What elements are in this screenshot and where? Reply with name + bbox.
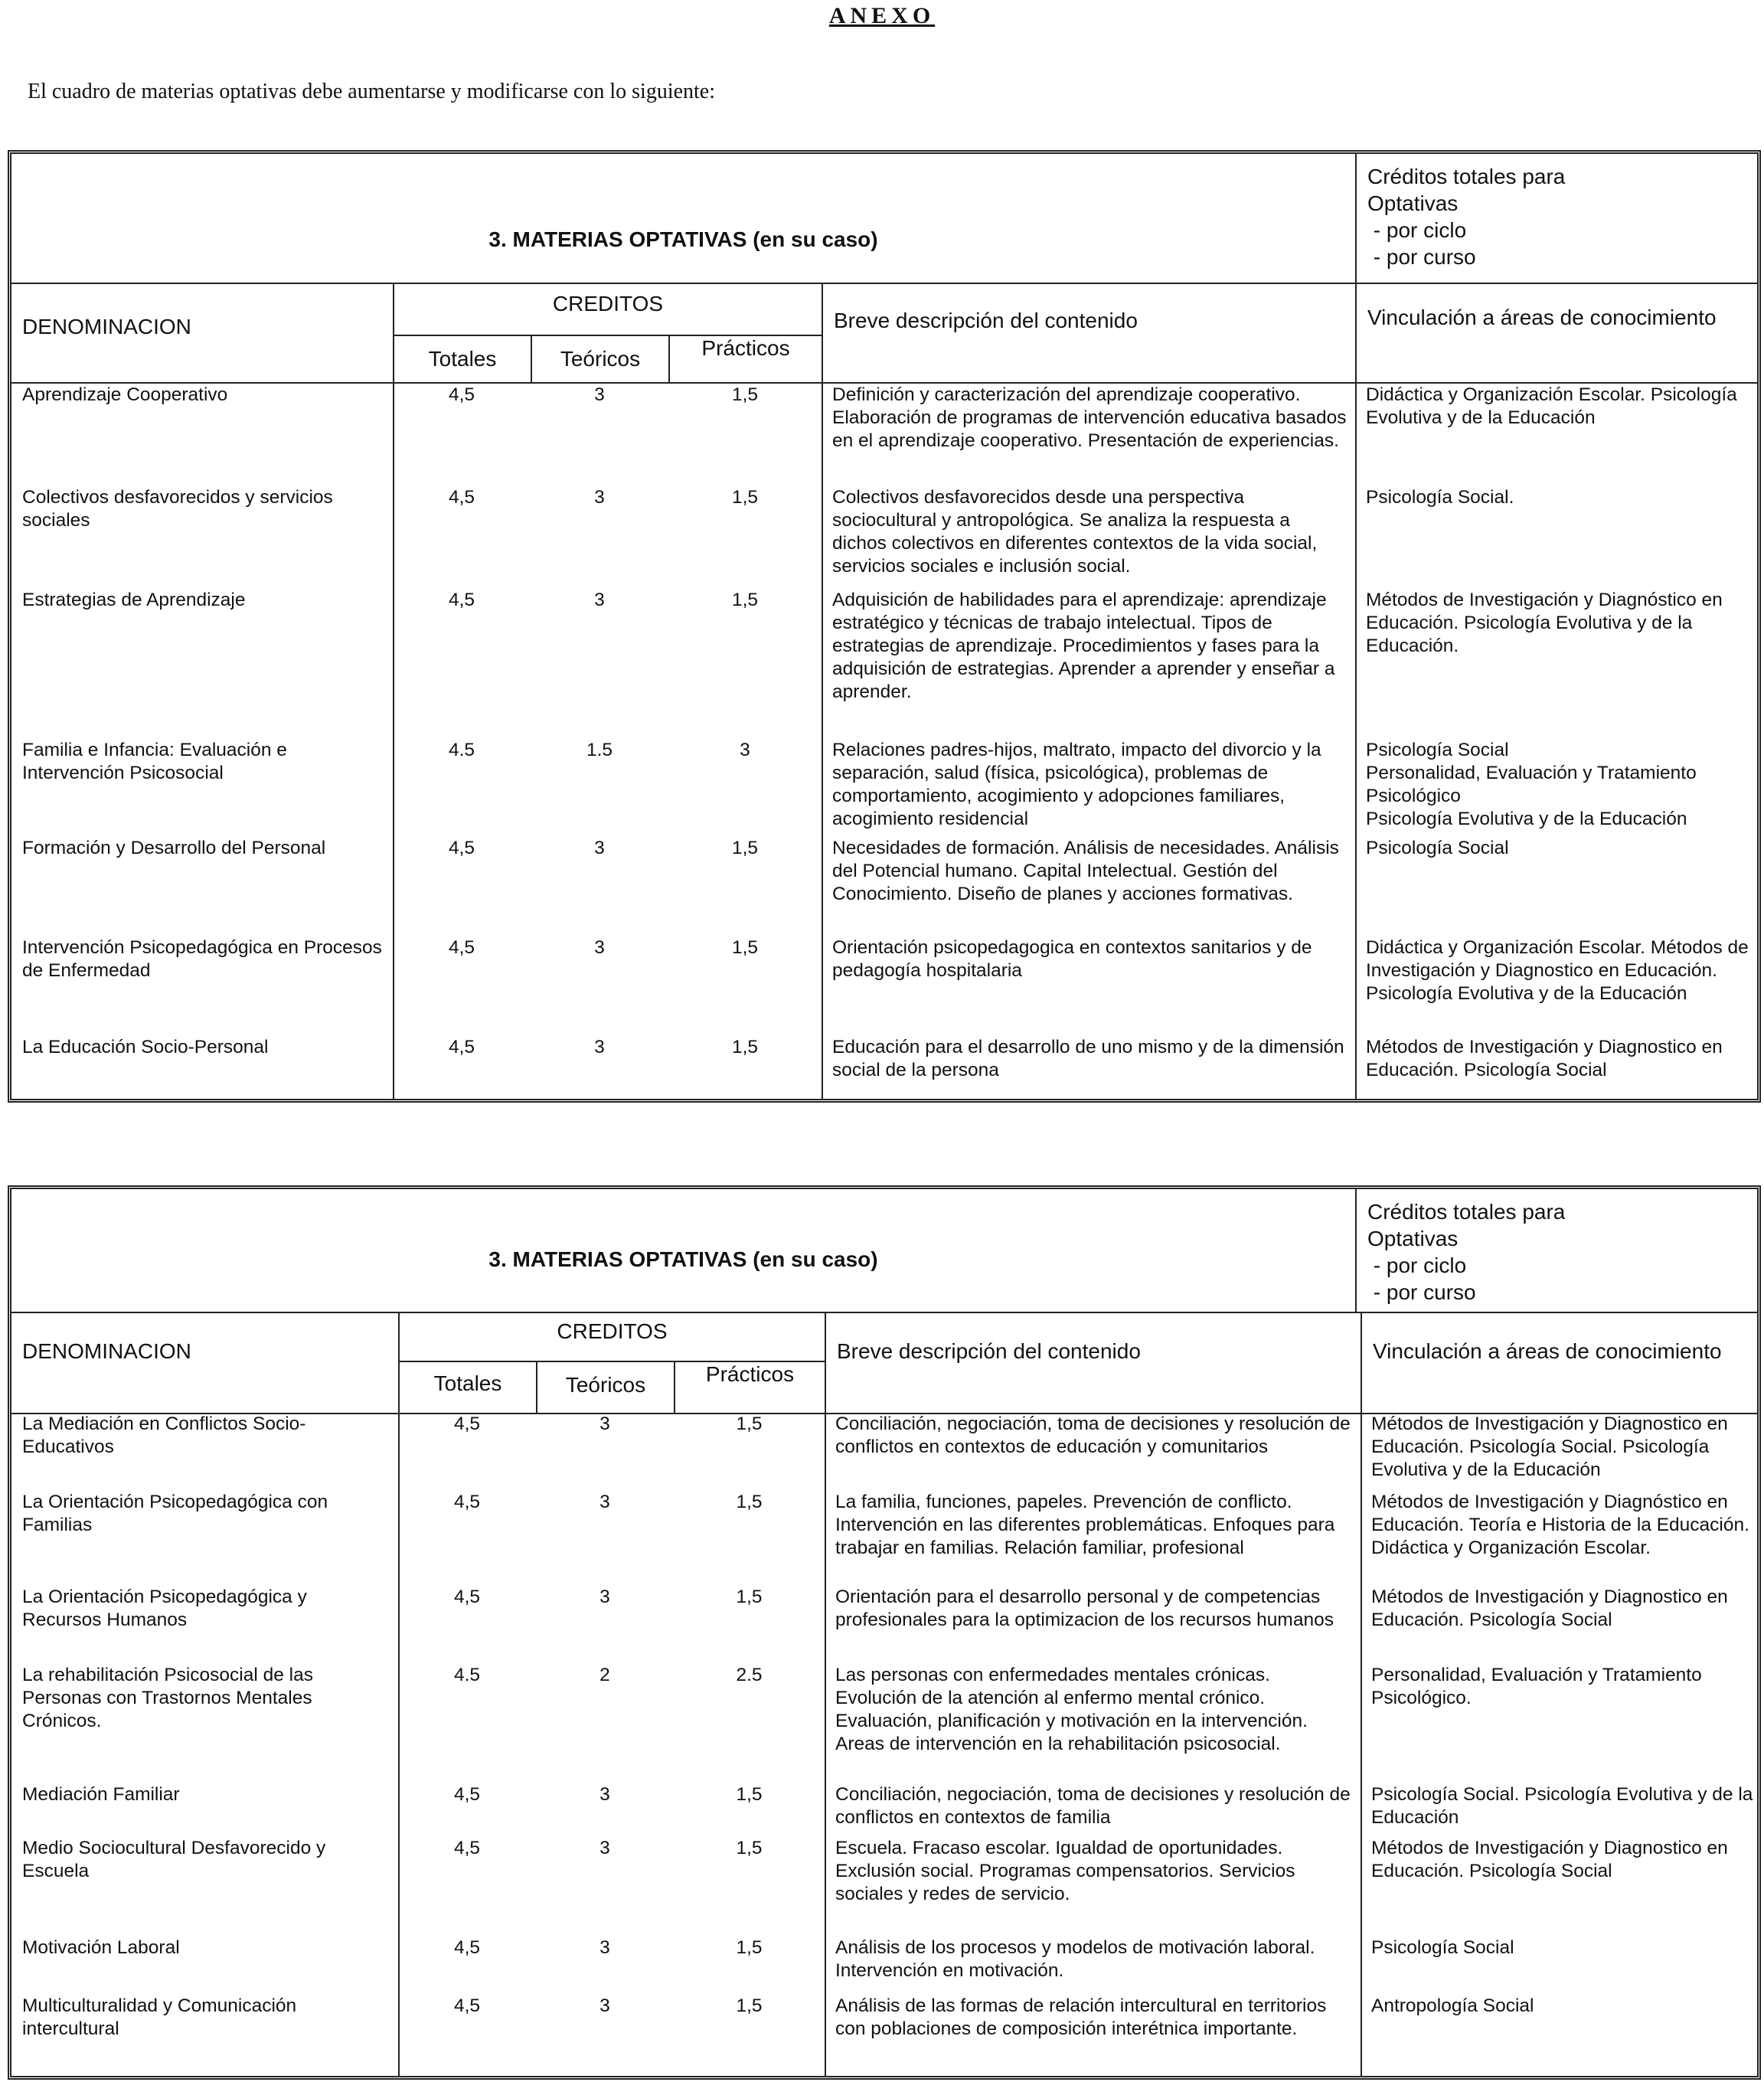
- optativas-table-2: [8, 1185, 1761, 2080]
- cell-practicos: 1,5: [736, 1784, 763, 1805]
- credits-summary-line: Créditos totales para: [1367, 165, 1566, 188]
- cell-teoricos: 3: [594, 838, 605, 858]
- cell-descripcion: La familia, funciones, papeles. Prevención de conflicto. Intervención en las diferentes problemáticas. Enfoques para trabajar en familias. Relación familiar, profesional: [835, 1492, 1335, 1558]
- cell-totales: 4,5: [448, 384, 475, 405]
- cell-teoricos: 3: [599, 1587, 610, 1607]
- table-body: [11, 382, 1757, 1099]
- col-descripcion: Breve descripción del contenido: [825, 1312, 1361, 1413]
- cell-teoricos: 3: [599, 1492, 610, 1512]
- table-body: [11, 1413, 1757, 2076]
- cell-practicos: 1,5: [731, 590, 759, 610]
- page-heading: ANEXO: [828, 3, 936, 28]
- table-title: 3. MATERIAS OPTATIVAS (en su caso): [488, 227, 878, 251]
- cell-vinculacion: Psicología Social: [1366, 838, 1509, 858]
- cell-totales: 4,5: [448, 838, 475, 858]
- cell-teoricos: 3: [594, 937, 605, 958]
- cell-practicos: 3: [740, 740, 750, 760]
- cell-totales: 4.5: [448, 740, 475, 760]
- cell-vinculacion: Métodos de Investigación y Diagnostico en Educación. Psicología Social: [1366, 1037, 1723, 1080]
- cell-denominacion: Medio Sociocultural Desfavorecido y Escuela: [22, 1838, 326, 1881]
- cell-descripcion: Adquisición de habilidades para el aprendizaje: aprendizaje estratégico y técnicas de trabajo intelectual. Tipos de estrategias de aprendizaje. Procedimientos y fases para la adquisición de estrategias. Aprender a aprender y enseñar a aprender.: [832, 590, 1335, 702]
- cell-descripcion: Análisis de los procesos y modelos de motivación laboral. Intervención en motivación.: [835, 1937, 1315, 1981]
- cell-practicos: 1,5: [736, 1414, 763, 1434]
- cell-practicos: 1,5: [731, 937, 759, 958]
- optativas-table-1: [8, 150, 1761, 1103]
- cell-descripcion: Escuela. Fracaso escolar. Igualdad de oportunidades. Exclusión social. Programas compensatorios. Servicios sociales y redes de servicio.: [835, 1838, 1295, 1904]
- cell-denominacion: La Educación Socio-Personal: [22, 1037, 269, 1057]
- cell-denominacion: La Orientación Psicopedagógica con Familias: [22, 1492, 328, 1535]
- cell-totales: 4,5: [448, 590, 475, 610]
- cell-totales: 4,5: [448, 937, 475, 958]
- cell-descripcion: Necesidades de formación. Análisis de necesidades. Análisis del Potencial humano. Capital Intelectual. Gestión del Conocimiento. Diseño de planes y acciones formativas.: [832, 838, 1339, 904]
- cell-teoricos: 3: [594, 590, 605, 610]
- credits-summary-line: - por ciclo: [1367, 218, 1467, 242]
- cell-vinculacion: Psicología Social. Psicología Evolutiva y de la Educación: [1371, 1784, 1753, 1828]
- cell-denominacion: Intervención Psicopedagógica en Procesos de Enfermedad: [22, 937, 382, 981]
- cell-denominacion: Colectivos desfavorecidos y servicios sociales: [22, 487, 333, 531]
- cell-vinculacion: Métodos de Investigación y Diagnóstico en Educación. Teoría e Historia de la Educación. Didáctica y Organización Escolar.: [1371, 1492, 1749, 1558]
- cell-totales: 4,5: [453, 1492, 481, 1512]
- cell-descripcion: Educación para el desarrollo de uno mismo y de la dimensión social de la persona: [832, 1037, 1344, 1080]
- cell-practicos: 1,5: [736, 1492, 763, 1512]
- cell-descripcion: Conciliación, negociación, toma de decisiones y resolución de conflictos en contextos de familia: [835, 1784, 1351, 1828]
- cell-descripcion: Las personas con enfermedades mentales crónicas. Evolución de la atención al enfermo mental crónico. Evaluación, planificación y motivación en la intervención. Areas de intervención en la rehabilitación psicosocial.: [835, 1665, 1308, 1754]
- credits-summary-line: Optativas: [1367, 1227, 1459, 1250]
- col-denominacion: DENOMINACION: [22, 315, 191, 338]
- cell-practicos: 1,5: [731, 838, 759, 858]
- cell-vinculacion: Métodos de Investigación y Diagnostico en Educación. Psicología Social: [1371, 1838, 1728, 1881]
- cell-practicos: 1,5: [731, 1037, 759, 1057]
- cell-vinculacion: Métodos de Investigación y Diagnostico en Educación. Psicología Social. Psicología Evolutiva y de la Educación: [1371, 1414, 1728, 1480]
- table-title: 3. MATERIAS OPTATIVAS (en su caso): [488, 1247, 878, 1271]
- cell-denominacion: Aprendizaje Cooperativo: [22, 384, 228, 405]
- cell-descripcion: Análisis de las formas de relación intercultural en territorios con poblaciones de composición interétnica importante.: [835, 1995, 1327, 2039]
- cell-teoricos: 2: [599, 1665, 610, 1685]
- cell-teoricos: 3: [599, 1414, 610, 1434]
- cell-practicos: 2.5: [736, 1665, 763, 1685]
- cell-teoricos: 3: [594, 487, 605, 508]
- cell-vinculacion: Didáctica y Organización Escolar. Psicología Evolutiva y de la Educación: [1366, 384, 1737, 428]
- col-practicos: Prácticos: [668, 336, 822, 382]
- cell-totales: 4,5: [448, 1037, 475, 1057]
- credits-summary-line: Optativas: [1367, 191, 1459, 215]
- cell-totales: 4,5: [453, 1587, 481, 1607]
- credits-summary-line: - por curso: [1367, 245, 1476, 269]
- col-totales: Totales: [393, 336, 531, 382]
- cell-vinculacion: Didáctica y Organización Escolar. Métodos de Investigación y Diagnostico en Educación. Psicología Evolutiva y de la Educación: [1366, 937, 1749, 1004]
- table-title-row: [11, 1189, 1757, 1313]
- cell-denominacion: La rehabilitación Psicosocial de las Personas con Trastornos Mentales Crónicos.: [22, 1665, 313, 1731]
- col-teoricos: Teóricos: [536, 1362, 674, 1413]
- cell-totales: 4,5: [453, 1784, 481, 1805]
- cell-practicos: 1,5: [736, 1937, 763, 1958]
- cell-denominacion: Multiculturalidad y Comunicación intercultural: [22, 1995, 297, 2039]
- cell-totales: 4,5: [448, 487, 475, 508]
- cell-vinculacion: Métodos de Investigación y Diagnóstico en Educación. Psicología Evolutiva y de la Educación.: [1366, 590, 1723, 656]
- cell-denominacion: Estrategias de Aprendizaje: [22, 590, 246, 610]
- cell-teoricos: 3: [599, 1838, 610, 1858]
- col-creditos: CREDITOS: [398, 1312, 825, 1362]
- cell-totales: 4,5: [453, 1838, 481, 1858]
- cell-denominacion: La Orientación Psicopedagógica y Recursos Humanos: [22, 1587, 307, 1630]
- cell-denominacion: Mediación Familiar: [22, 1784, 180, 1805]
- cell-vinculacion: Psicología Social.: [1366, 487, 1514, 508]
- credits-summary-line: Créditos totales para: [1367, 1200, 1566, 1224]
- cell-denominacion: Motivación Laboral: [22, 1937, 180, 1958]
- credits-summary-cell: [1355, 1189, 1757, 1312]
- cell-vinculacion: Personalidad, Evaluación y Tratamiento Psicológico.: [1371, 1665, 1702, 1708]
- cell-teoricos: 3: [599, 1784, 610, 1805]
- column-header-row: [11, 1312, 1757, 1414]
- column-header-row: [11, 283, 1757, 384]
- col-descripcion: Breve descripción del contenido: [822, 283, 1355, 382]
- cell-totales: 4,5: [453, 1937, 481, 1958]
- cell-teoricos: 3: [599, 1937, 610, 1958]
- credits-summary-line: - por curso: [1367, 1280, 1476, 1304]
- cell-denominacion: Formación y Desarrollo del Personal: [22, 838, 326, 858]
- credits-summary-cell: [1355, 154, 1757, 283]
- cell-totales: 4,5: [453, 1995, 481, 2016]
- col-denominacion: DENOMINACION: [22, 1339, 191, 1363]
- col-practicos: Prácticos: [674, 1362, 825, 1413]
- col-totales: Totales: [398, 1362, 536, 1413]
- cell-teoricos: 3: [599, 1995, 610, 2016]
- cell-vinculacion: Psicología Social: [1371, 1937, 1514, 1958]
- table-title-row: [11, 154, 1757, 284]
- col-creditos: CREDITOS: [393, 283, 822, 336]
- col-vinculacion: Vinculación a áreas de conocimiento: [1361, 1312, 1757, 1413]
- cell-practicos: 1,5: [731, 487, 759, 508]
- cell-teoricos: 1.5: [586, 740, 613, 760]
- cell-practicos: 1,5: [736, 1587, 763, 1607]
- col-teoricos: Teóricos: [531, 336, 668, 382]
- cell-totales: 4.5: [453, 1665, 481, 1685]
- cell-vinculacion: Psicología Social Personalidad, Evaluación y Tratamiento Psicológico Psicología Evolutiva y de la Educación: [1366, 740, 1697, 829]
- cell-descripcion: Colectivos desfavorecidos desde una perspectiva sociocultural y antropológica. Se analiza la respuesta a dichos colectivos en diferentes contextos de la vida social, servicios sociales e inclusión social.: [832, 487, 1318, 577]
- cell-practicos: 1,5: [731, 384, 759, 405]
- cell-teoricos: 3: [594, 1037, 605, 1057]
- cell-descripcion: Orientación psicopedagogica en contextos sanitarios y de pedagogía hospitalaria: [832, 937, 1312, 981]
- intro-paragraph: El cuadro de materias optativas debe aumentarse y modificarse con lo siguiente:: [28, 80, 716, 103]
- cell-practicos: 1,5: [736, 1838, 763, 1858]
- col-vinculacion: Vinculación a áreas de conocimiento: [1355, 283, 1757, 382]
- cell-teoricos: 3: [594, 384, 605, 405]
- cell-denominacion: Familia e Infancia: Evaluación e Intervención Psicosocial: [22, 740, 287, 783]
- cell-vinculacion: Métodos de Investigación y Diagnostico en Educación. Psicología Social: [1371, 1587, 1728, 1630]
- cell-vinculacion: Antropología Social: [1371, 1995, 1534, 2016]
- cell-descripcion: Orientación para el desarrollo personal y de competencias profesionales para la optimizacion de los recursos humanos: [835, 1587, 1334, 1630]
- cell-totales: 4,5: [453, 1414, 481, 1434]
- cell-denominacion: La Mediación en Conflictos Socio-Educativos: [22, 1414, 306, 1457]
- credits-summary-line: - por ciclo: [1367, 1253, 1467, 1277]
- cell-descripcion: Conciliación, negociación, toma de decisiones y resolución de conflictos en contextos de educación y comunitarios: [835, 1414, 1351, 1457]
- cell-descripcion: Relaciones padres-hijos, maltrato, impacto del divorcio y la separación, salud (física, psicológica), problemas de comportamiento, acogimiento y adopciones familiares, acogimiento residencial: [832, 740, 1321, 829]
- cell-descripcion: Definición y caracterización del aprendizaje cooperativo. Elaboración de programas de intervención educativa basados en el aprendizaje cooperativo. Presentación de experiencias.: [832, 384, 1347, 451]
- cell-practicos: 1,5: [736, 1995, 763, 2016]
